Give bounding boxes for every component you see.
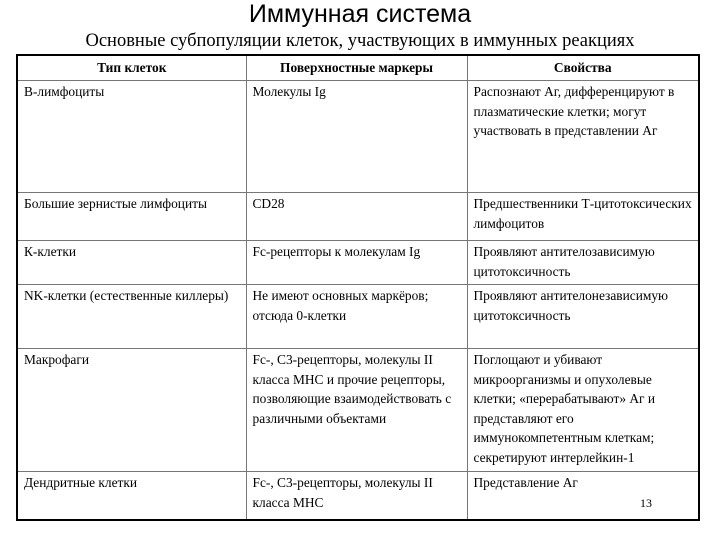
table-row	[17, 193, 699, 241]
cell-markers: Не имеют основных маркёров; отсюда 0-клетки	[246, 285, 467, 349]
slide-title: Иммунная система	[248, 0, 472, 28]
cell-type: Дендритные клетки	[17, 472, 246, 520]
cell-markers: CD28	[246, 193, 467, 241]
cell-markers: Fc-, С3-рецепторы, молекулы II класса МНС и прочие рецепторы, позволяющие взаимодействовать с различными объектами	[246, 349, 467, 472]
table-row	[17, 472, 699, 520]
table-row	[17, 285, 699, 349]
cell-type: Большие зернистые лимфоциты	[17, 193, 246, 241]
slide-number: 13	[640, 496, 652, 510]
table-row	[17, 349, 699, 472]
header-cell-type: Тип клеток	[17, 55, 246, 81]
table-row	[17, 81, 699, 193]
cell-type: NK-клетки (естественные киллеры)	[17, 285, 246, 349]
cell-markers: Fc-, С3-рецепторы, молекулы II класса МНС	[246, 472, 467, 520]
cell-types-table	[16, 54, 700, 521]
cell-type: К-клетки	[17, 241, 246, 285]
cell-markers: Fc-рецепторы к молекулам Ig	[246, 241, 467, 285]
cell-markers: Молекулы Ig	[246, 81, 467, 193]
cell-properties: Поглощают и убивают микроорганизмы и опухолевые клетки; «перерабатывают» Аг и представляют его иммунокомпетентным клеткам; секретируют интерлейкин-1	[467, 349, 699, 472]
cell-properties: Распознают Аг, дифференцируют в плазматические клетки; могут участвовать в представлении Аг	[467, 81, 699, 193]
slide-subtitle: Основные субпопуляции клеток, участвующих в иммунных реакциях	[85, 31, 635, 51]
cell-type: В-лимфоциты	[17, 81, 246, 193]
cell-properties: Представление Аг	[467, 472, 699, 520]
cell-properties: Проявляют антителозависимую цитотоксичность	[467, 241, 699, 285]
cell-type: Макрофаги	[17, 349, 246, 472]
header-surface-markers: Поверхностные маркеры	[246, 55, 467, 81]
cell-properties: Проявляют антителонезависимую цитотоксичность	[467, 285, 699, 349]
table-header-row	[17, 55, 699, 81]
header-properties: Свойства	[467, 55, 699, 81]
cell-properties: Предшественники Т-цитотоксических лимфоцитов	[467, 193, 699, 241]
table-row	[17, 241, 699, 285]
